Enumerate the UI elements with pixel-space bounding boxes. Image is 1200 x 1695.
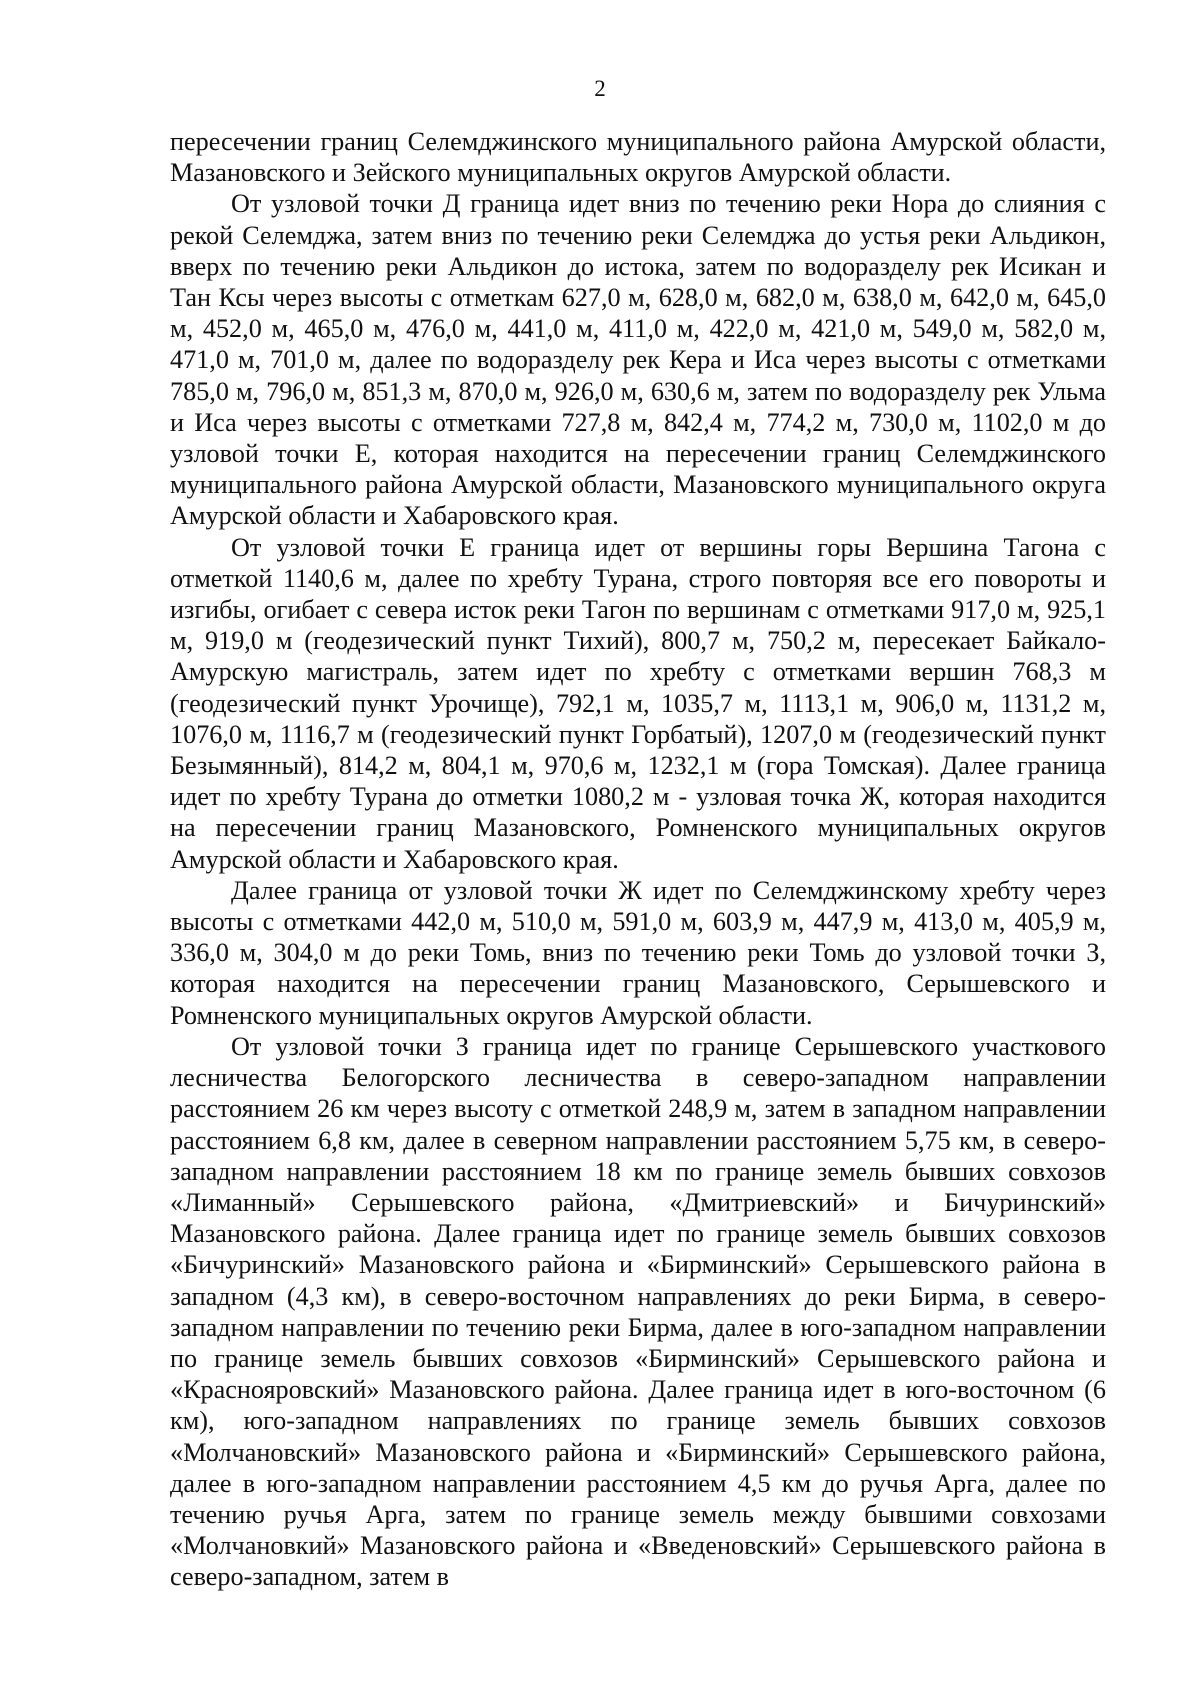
paragraph-node-d: От узловой точки Д граница идет вниз по течению реки Нора до слияния с рекой Селемджа, затем вниз по течению реки Селемджа до устья реки Альдикон, вверх по течению реки Альдикон до истока, затем по водоразделу рек Исикан и Тан Ксы через высоты с отметкам 627,0 м, 628,0 м, 682,0 м, 638,0 м, 642,0 м, 645,0 м, 452,0 м, 465,0 м, 476,0 м, 441,0 м, 411,0 м, 422,0 м, 421,0 м, 549,0 м, 582,0 м, 471,0 м, 701,0 м, далее по водоразделу рек Кера и Иса через высоты с отметками 785,0 м, 796,0 м, 851,3 м, 870,0 м, 926,0 м, 630,6 м, затем по водоразделу рек Ульма и Иса через высоты с отметками 727,8 м, 842,4 м, 774,2 м, 730,0 м, 1102,0 м до узловой точки Е, которая находится на пересечении границ Селемджинского муниципального района Амурской области, Мазановского муниципального округа Амурской области и Хабаровского края. [170, 189, 1106, 531]
paragraph-continuation: пересечении границ Селемджинского муниципального района Амурской области, Мазановского и Зейского муниципальных округов Амурской области. [170, 127, 1106, 188]
paragraph-node-zh: Далее граница от узловой точки Ж идет по Селемджинскому хребту через высоты с отметками 442,0 м, 510,0 м, 591,0 м, 603,9 м, 447,9 м, 413,0 м, 405,9 м, 336,0 м, 304,0 м до реки Томь, вниз по течению реки Томь до узловой точки З, которая находится на пересечении границ Мазановского, Серышевского и Ромненского муниципальных округов Амурской области. [170, 875, 1106, 1030]
document-body [170, 126, 1106, 1593]
page-number: 2 [594, 76, 606, 101]
paragraph-node-e: От узловой точки Е граница идет от вершины горы Вершина Тагона с отметкой 1140,6 м, далее по хребту Турана, строго повторяя все его повороты и изгибы, огибает с севера исток реки Тагон по вершинам с отметками 917,0 м, 925,1 м, 919,0 м (геодезический пункт Тихий), 800,7 м, 750,2 м, пересекает Байкало-Амурскую магистраль, затем идет по хребту с отметками вершин 768,3 м (геодезический пункт Урочище), 792,1 м, 1035,7 м, 1113,1 м, 906,0 м, 1131,2 м, 1076,0 м, 1116,7 м (геодезический пункт Горбатый), 1207,0 м (геодезический пункт Безымянный), 814,2 м, 804,1 м, 970,6 м, 1232,1 м (гора Томская). Далее граница идет по хребту Турана до отметки 1080,2 м - узловая точка Ж, которая находится на пересечении границ Мазановского, Ромненского муниципальных округов Амурской области и Хабаровского края. [170, 532, 1106, 874]
paragraph-node-z: От узловой точки З граница идет по границе Серышевского участкового лесничества Белогорского лесничества в северо-западном направлении расстоянием 26 км через высоту с отметкой 248,9 м, затем в западном направлении расстоянием 6,8 км, далее в северном направлении расстоянием 5,75 км, в северо-западном направлении расстоянием 18 км по границе земель бывших совхозов «Лиманный» Серышевского района, «Дмитриевский» и Бичуринский» Мазановского района. Далее граница идет по границе земель бывших совхозов «Бичуринский» Мазановского района и «Бирминский» Серышевского района в западном (4,3 км), в северо-восточном направлениях до реки Бирма, в северо-западном направлении по течению реки Бирма, далее в юго-западном направлении по границе земель бывших совхозов «Бирминский» Серышевского района и «Краснояровский» Мазановского района. Далее граница идет в юго-восточном (6 км), юго-западном направлениях по границе земель бывших совхозов «Молчановский» Мазановского района и «Бирминский» Серышевского района, далее в юго-западном направлении расстоянием 4,5 км до ручья Арга, далее по течению ручья Арга, затем по границе земель между бывшими совхозами «Молчановкий» Мазановского района и «Введеновский» Серышевского района в северо-западном, затем в [170, 1031, 1106, 1592]
